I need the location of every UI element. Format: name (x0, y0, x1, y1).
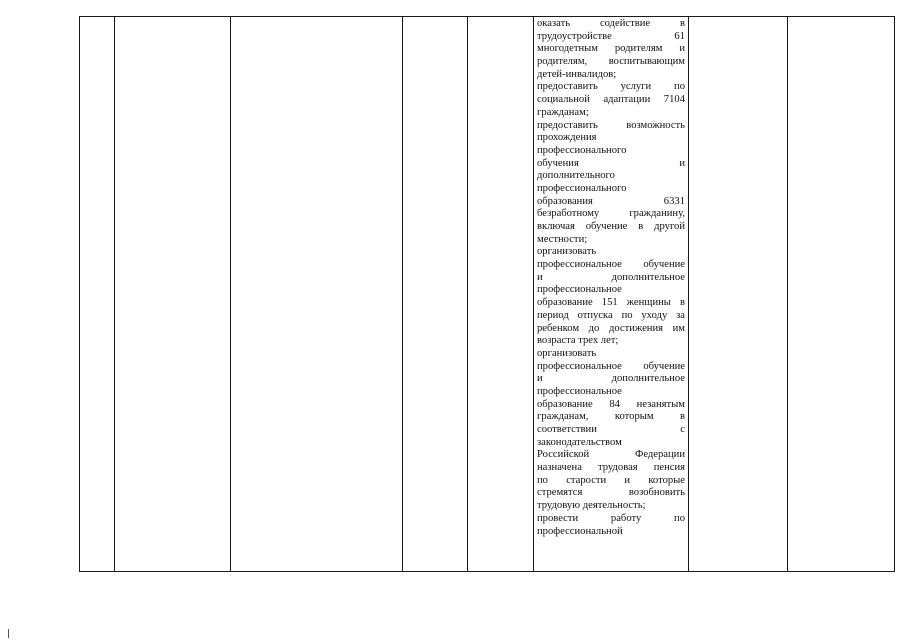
cell-line: организовать (537, 246, 597, 258)
column-divider (688, 17, 689, 571)
cell-line: назначена трудовая пенсия (537, 462, 685, 474)
column-divider (533, 17, 534, 571)
cell-line: образование 84 незанятым (537, 398, 685, 410)
cell-line: соответствии с (537, 424, 685, 435)
cell-line: профессиональной (537, 525, 623, 537)
column-divider (787, 17, 788, 571)
cell-line: прохождения (537, 132, 597, 144)
cell-line: детей-инвалидов; (537, 68, 617, 80)
cell-line: профессиональное обучение (537, 360, 685, 372)
cell-line: гражданам, которым в (537, 411, 685, 423)
column-divider (114, 17, 115, 571)
cell-line: профессиональное (537, 284, 622, 296)
cell-line: профессиональное обучение (537, 259, 685, 271)
margin-mark (8, 629, 9, 638)
cell-line: местности; (537, 233, 588, 245)
cell-line: обучения и (537, 157, 685, 169)
cell-line: безработному гражданину, (537, 208, 685, 220)
measures-cell-text (537, 18, 685, 538)
cell-line: по старости и которые (537, 474, 685, 486)
cell-line: трудовую деятельность; (537, 500, 646, 512)
cell-line: ребенком до достижения им (537, 322, 685, 334)
cell-line: трудоустройстве 61 (537, 30, 685, 42)
cell-line: дополнительного (537, 170, 615, 182)
cell-line: многодетным родителям и (537, 43, 685, 55)
cell-line: образование 151 женщины в (537, 297, 685, 309)
cell-line: образования 6331 (537, 195, 685, 207)
cell-line: профессионального (537, 182, 627, 194)
document-table (79, 16, 895, 572)
cell-line: предоставить услуги по (537, 81, 685, 93)
cell-line: Российской Федерации (537, 449, 685, 461)
cell-line: профессиональное (537, 385, 622, 397)
cell-line: социальной адаптации 7104 (537, 94, 685, 106)
cell-line: период отпуска по уходу за (537, 309, 685, 321)
cell-line: организовать (537, 347, 597, 359)
cell-line: законодательством (537, 436, 622, 448)
cell-line: предоставить возможность (537, 119, 685, 131)
cell-line: провести работу по (537, 512, 685, 524)
cell-line: возраста трех лет; (537, 335, 619, 347)
column-divider (467, 17, 468, 571)
column-divider (230, 17, 231, 571)
cell-line: оказать содействие в (537, 18, 685, 29)
cell-line: и дополнительное (537, 271, 685, 283)
cell-line: родителям, воспитывающим (537, 56, 685, 68)
cell-line: гражданам; (537, 106, 589, 118)
cell-line: и дополнительное (537, 373, 685, 385)
cell-line: стремятся возобновить (537, 487, 685, 499)
cell-line: профессионального (537, 144, 627, 156)
column-divider (402, 17, 403, 571)
cell-line: включая обучение в другой (537, 221, 685, 232)
